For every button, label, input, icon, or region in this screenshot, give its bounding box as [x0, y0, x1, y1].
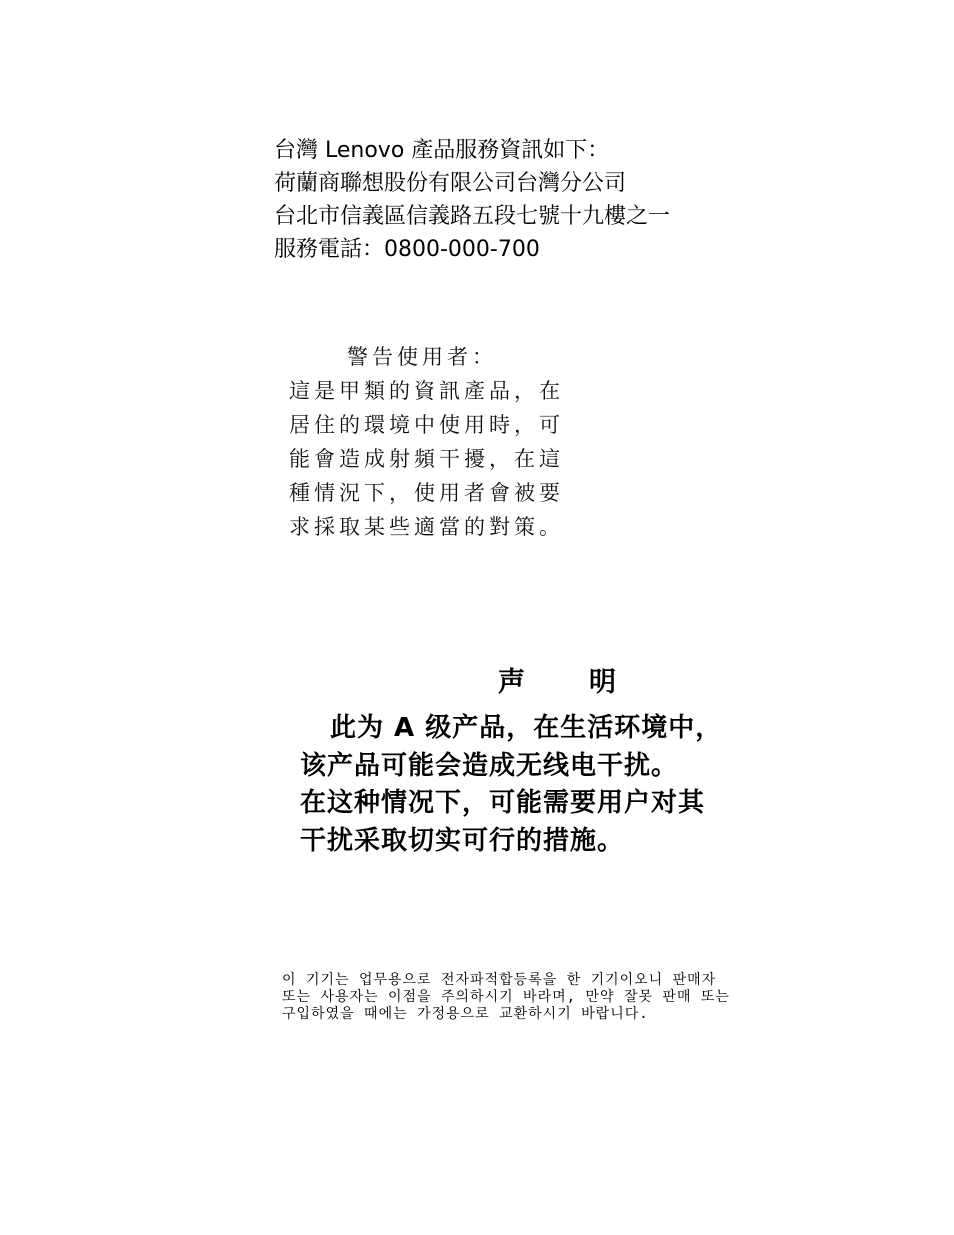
statement-line: 该产品可能会造成无线电干扰。 [300, 750, 679, 781]
warning-line: 居住的環境中使用時，可 [289, 413, 564, 437]
korea-notice-line: 이 기기는 업무용으로 전자파적합등록을 한 기기이오니 판매자 [282, 972, 717, 988]
korea-emc-notice [282, 972, 862, 1023]
statement-line: 在这种情况下，可能需要用户对其 [300, 788, 706, 818]
warning-line: 求採取某些適當的對策。 [289, 515, 564, 539]
korea-notice-line: 또는 사용자는 이점을 주의하시기 바라며, 만약 잘못 판매 또는 [282, 989, 730, 1005]
china-class-a-statement [300, 710, 840, 860]
china-statement-title: 声明 [498, 667, 680, 698]
taiwan-class-a-warning [289, 340, 669, 544]
korea-notice-line: 구입하였을 때에는 가정용으로 교환하시기 바랍니다. [282, 1006, 649, 1022]
statement-line: 干扰采取切实可行的措施。 [300, 825, 625, 856]
taiwan-info-line: 台北市信義區信義路五段七號十九樓之一 [274, 204, 671, 229]
warning-line: 這是甲類的資訊產品，在 [289, 379, 564, 403]
taiwan-info-line: 荷蘭商聯想股份有限公司台灣分公司 [274, 171, 627, 196]
taiwan-info-line: 台灣 Lenovo 產品服務資訊如下： [274, 138, 610, 163]
warning-line: 能會造成射頻干擾，在這 [289, 447, 564, 471]
taiwan-info-line: 服務電話：0800-000-700 [274, 237, 540, 262]
warning-line: 種情況下，使用者會被要 [289, 481, 564, 505]
statement-line: 此为 A 级产品，在生活环境中， [330, 713, 723, 743]
warning-heading: 警告使用者： [347, 345, 497, 369]
taiwan-service-info [274, 134, 874, 266]
